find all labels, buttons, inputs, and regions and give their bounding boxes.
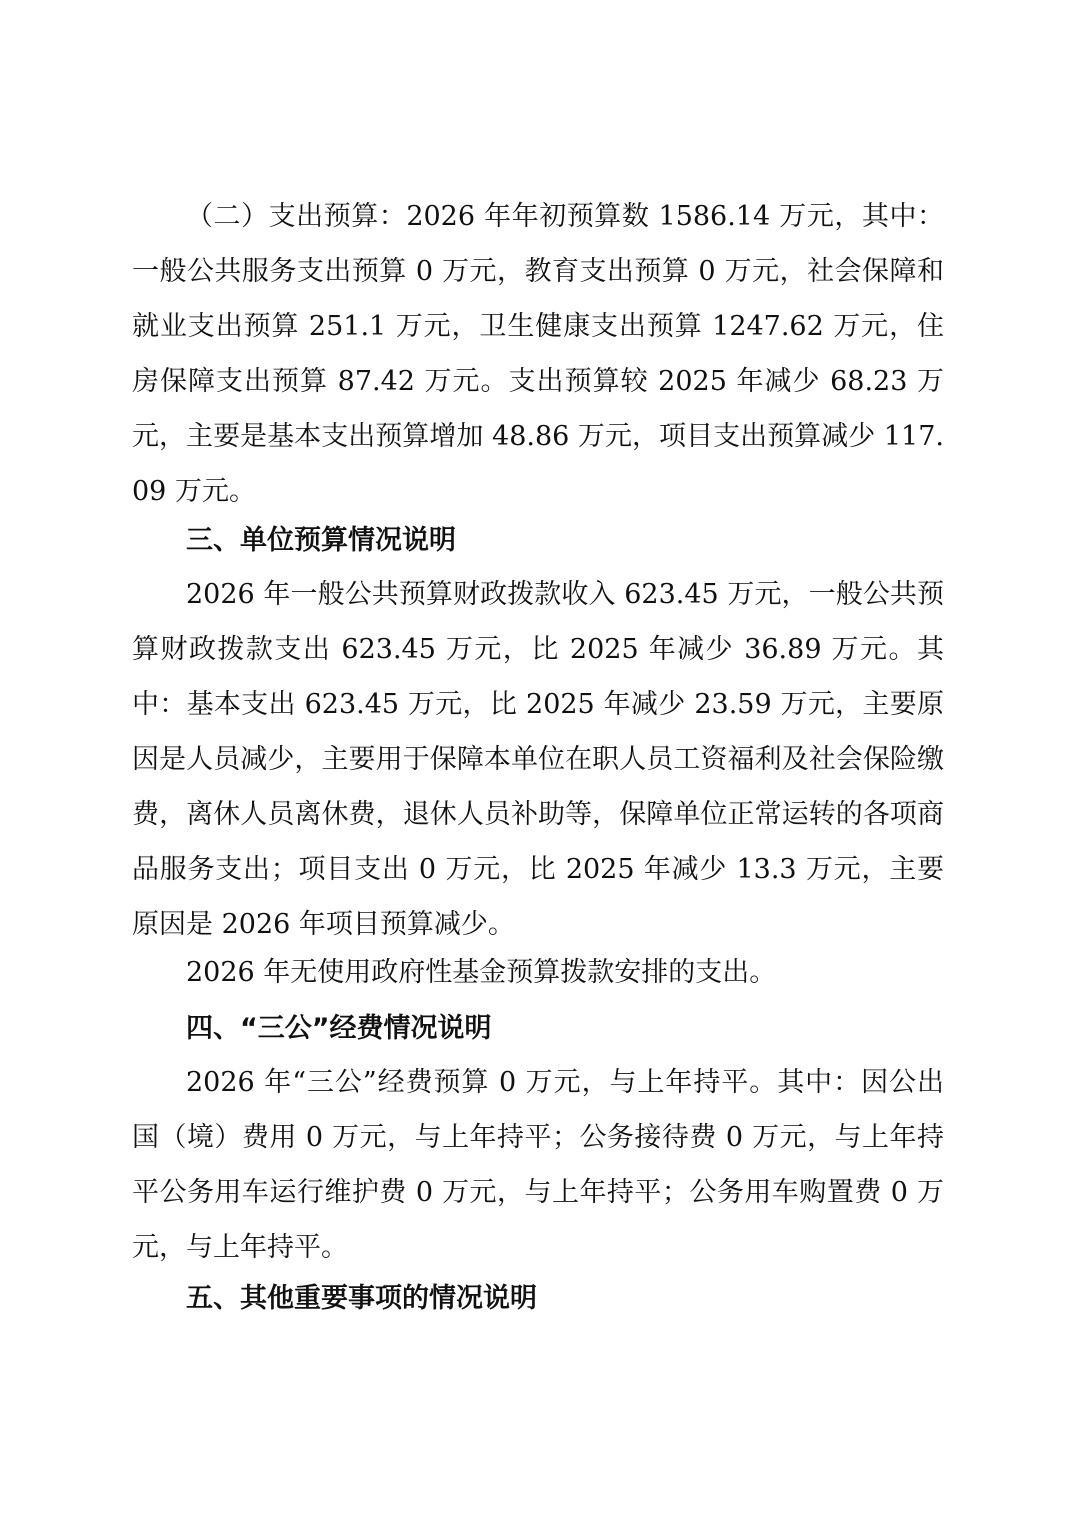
section-heading-other-matters: 五、其他重要事项的情况说明 <box>186 1283 537 1314</box>
paragraph-government-fund: 2026 年无使用政府性基金预算拨款安排的支出。 <box>186 957 777 988</box>
paragraph-unit-budget: 2026 年一般公共预算财政拨款收入 623.45 万元，一般公共预算财政拨款支出 623.45 万元，比 2025 年减少 36.89 万元。其中：基本支出 623.45 万元，比 2025 年减少 23.59 万元，主要原因是人员减少，主要用于保障本单位在职人员工资福利及社会保险缴费，离休人员离休费，退休人员补助等，保障单位正常运转的各项商品服务支出；项目支出 0 万元，比 2025 年减少 13.3 万元，主要原因是 2026 年项目预算减少。 <box>132 579 944 940</box>
paragraph-three-public-expenses: 2026 年“三公”经费预算 0 万元，与上年持平。其中：因公出国（境）费用 0 万元，与上年持平；公务接待费 0 万元，与上年持平公务用车运行维护费 0 万元，与上年持平；公务用车购置费 0 万元，与上年持平。 <box>132 1067 944 1263</box>
section-heading-unit-budget: 三、单位预算情况说明 <box>186 525 456 556</box>
section-heading-three-public: 四、“三公”经费情况说明 <box>186 1013 492 1044</box>
paragraph-expenditure-budget: （二）支出预算：2026 年年初预算数 1586.14 万元，其中：一般公共服务支出预算 0 万元，教育支出预算 0 万元，社会保障和就业支出预算 251.1 万元，卫生健康支出预算 1247.62 万元，住房保障支出预算 87.42 万元。支出预算较 2025 年减少 68.23 万元，主要是基本支出预算增加 48.86 万元，项目支出预算减少 117.09 万元。 <box>132 201 944 507</box>
